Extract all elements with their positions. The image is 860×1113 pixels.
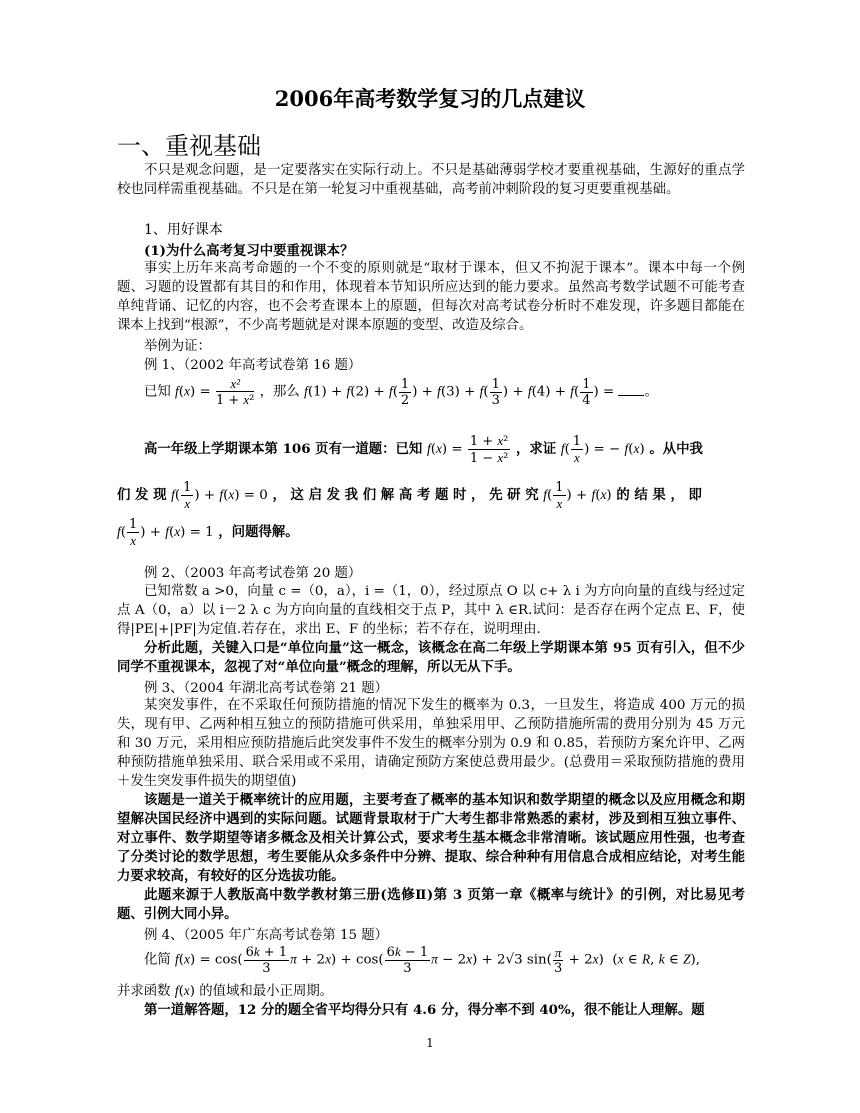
intro-paragraph: 不只是观念问题，是一定要落实在实际行动上。不只是基础薄弱学校才要重视基础，生源好的重点学校也同样需重视基础。不只是在第一轮复习中重视基础，高考前冲刺阶段的复习更要重视基础。 [117, 163, 745, 197]
fraction-x2: $\frac{\text{x²}}{\text{1 + x²}}$ [215, 376, 255, 408]
example-3-analysis-1: 该题是一道关于概率统计的应用题，主要考查了概率的基本知识和数学期望的概念以及应用概念和期望解决国民经济中遇到的实际问题。试题背景取材于广大考生都非常熟悉的素材，涉及到相互独立事件、对立事件、数学期望等诸多概念及相关计算公式，要求考生基本概念非常清晰。该试题应用性强，也考查了分类讨论的数学思想，考生要能从众多条件中分辨、提取、综合种种有用信息合成相应结论，对考生能力要求较高，有较好的区分选拔功能。 [117, 792, 745, 884]
example-1-discussion-line1: 高一年级上学期课本第 106 页有一道题：已知 f(x) = $\frac{\text{1 + x²}}{\text{1 − x²}}$ ，求证 f( $\frac{1}{x}$ ) = − f(x) 。从中我 [144, 433, 703, 466]
subheading-textbook: 1、用好课本 [144, 222, 223, 238]
example-2-body: 已知常数 a >0，向量 c =（0，a），i =（1，0），经过原点 O 以 c+ λ i 为方向向量的直线与经过定点 A（0，a）以 i－2 λ c 为方向向量的直线相交于点 P，其中 λ ∈R.试问：是否存在两个定点 E、F，使得|PE|+|PF|为定值.若存在，求出 E、F 的坐标；若不存在，说明理由. [117, 584, 745, 637]
example-4-formula: 化简 f(x) = cos( $\frac{6k + 1}{3}$ π + 2x) + cos( $\frac{6k - 1}{3}$ π − 2x) + 2√3 sin( $\frac{\pi}{3}$ + 2x) (x ∈ R, k ∈ Z), [144, 944, 701, 976]
answer-blank [618, 383, 644, 396]
example-4-analysis: 第一道解答题，12 分的题全省平均得分只有 4.6 分，得分率不到 40%，很不能让人理解。题 [144, 1002, 705, 1018]
example-3-title: 例 3、（2004 年湖北高考试卷第 21 题） [144, 681, 389, 696]
paragraph-principle: 事实上历年来高考命题的一个不变的原则就是“取材于课本，但又不拘泥于课本”。课本中每一个例题、习题的设置都有其目的和作用，体现着本节知识所应达到的能力要求。虽然高考数学试题不可能考查单纯背诵、记忆的内容，也不会考查课本上的原题，但每次对高考试卷分析时不难发现，许多题目都能在课本上找到“根源”，不少高考题就是对课本原题的变型、改造及综合。 [117, 261, 745, 333]
example-4-title: 例 4、（2005 年广东高考试卷第 15 题） [144, 928, 389, 943]
question-heading: (1)为什么高考复习中要重视课本？ [144, 243, 354, 259]
example-1-title: 例 1、（2002 年高考试卷第 16 题） [144, 358, 362, 373]
example-2-title: 例 2、（2003 年高考试卷第 20 题） [144, 566, 362, 581]
page-number: 1 [426, 1036, 434, 1050]
document-title: 2006年高考数学复习的几点建议 [274, 86, 586, 111]
example-1-formula: 已知 f(x) = $\frac{\text{x²}}{\text{1 + x²}}$ ，那么 f(1) + f(2) + f( $\frac{1}{2}$ ) + f(3) + f( $\frac{1}{3}$ ) + f(4) + f( $\frac{1}{4}$ ) = 。 [144, 376, 658, 408]
example-1-discussion-line2: 们 发 现 f( $\frac{1}{x}$ ) + f(x) = 0 ， 这 启 发 我 们 解 高 考 题 时 ， 先 研 究 f( $\frac{1}{x}$ ) + f(x) 的 结 果 ， 即 [117, 480, 702, 511]
example-3-analysis-2: 此题来源于人教版高中数学教材第三册(选修Ⅱ)第 3 页第一章《概率与统计》的引例，对比易见考题、引例大同小异。 [117, 887, 745, 922]
example-1-discussion-line3: f( $\frac{1}{x}$ ) + f(x) = 1 ，问题得解。 [117, 517, 299, 548]
example-3-body: 某突发事件，在不采取任何预防措施的情况下发生的概率为 0.3，一旦发生，将造成 400 万元的损失，现有甲、乙两种相互独立的预防措施可供采用，单独采用甲、乙预防措施所需的费用分别为 45 万元和 30 万元，采用相应预防措施后此突发事件不发生的概率分别为 0.9 和 0.85，若预防方案允许甲、乙两种预防措施单独采用、联合采用或不采用，请确定预防方案使总费用最少。(总费用＝采取预防措施的费用＋发生突发事件损失的期望值) [117, 698, 745, 789]
example-2-analysis: 分析此题，关键入口是“单位向量”这一概念，该概念在高二年级上学期课本第 95 页有引入，但不少同学不重视课本，忽视了对“单位向量”概念的理解，所以无从下手。 [117, 640, 745, 675]
section-heading: 一、重视基础 [117, 132, 261, 160]
examples-lead: 举例为证： [144, 339, 211, 354]
example-4-task: 并求函数 f(x) 的值域和最小正周期。 [117, 983, 334, 999]
